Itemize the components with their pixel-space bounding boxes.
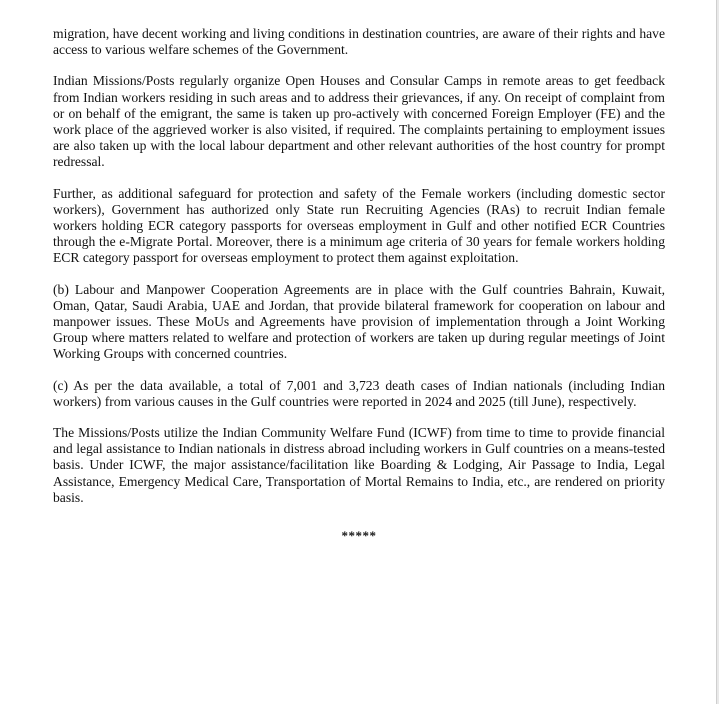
paragraph-labour-agreements: (b) Labour and Manpower Cooperation Agreements are in place with the Gulf countries Bahrain, Kuwait, Oman, Qatar, Saudi Arabia, UAE and Jordan, that provide bilateral framework for cooperation on labour and manpower issues. These MoUs and Agreements have provision of implementation through a Joint Working Group where matters related to welfare and protection of workers are taken up during regular meetings of Joint Working Groups with concerned countries. xyxy=(53,281,665,362)
document-body xyxy=(53,26,665,544)
paragraph-open-houses: Indian Missions/Posts regularly organize Open Houses and Consular Camps in remote areas to get feedback from Indian workers residing in such areas and to address their grievances, if any. On receipt of complaint from or on behalf of the emigrant, the same is taken up pro-actively with concerned Foreign Employer (FE) and the work place of the aggrieved worker is also visited, if required. The complaints pertaining to employment issues are also taken up with the local labour department and other relevant authorities of the host country for prompt redressal. xyxy=(53,73,665,170)
paragraph-death-cases: (c) As per the data available, a total of 7,001 and 3,723 death cases of Indian nationals (including Indian workers) from various causes in the Gulf countries were reported in 2024 and 2025 (till June), respectively. xyxy=(53,377,665,409)
end-of-document-mark: ***** xyxy=(341,528,377,544)
paragraph-female-workers: Further, as additional safeguard for protection and safety of the Female workers (including domestic sector workers), Government has authorized only State run Recruiting Agencies (RAs) to recruit Indian female workers holding ECR category passports for overseas employment in Gulf and other notified ECR Countries through the e-Migrate Portal. Moreover, there is a minimum age criteria of 30 years for female workers holding ECR category passport for overseas employment to protect them against exploitation. xyxy=(53,185,665,266)
paragraph-icwf: The Missions/Posts utilize the Indian Community Welfare Fund (ICWF) from time to time to provide financial and legal assistance to Indian nationals in distress abroad including workers in Gulf countries on a means-tested basis. Under ICWF, the major assistance/facilitation like Boarding & Lodging, Air Passage to India, Legal Assistance, Emergency Medical Care, Transportation of Mortal Remains to India, etc., are rendered on priority basis. xyxy=(53,425,665,505)
paragraph-migration-conditions: migration, have decent working and living conditions in destination countries, are aware of their rights and have access to various welfare schemes of the Government. xyxy=(53,26,665,58)
